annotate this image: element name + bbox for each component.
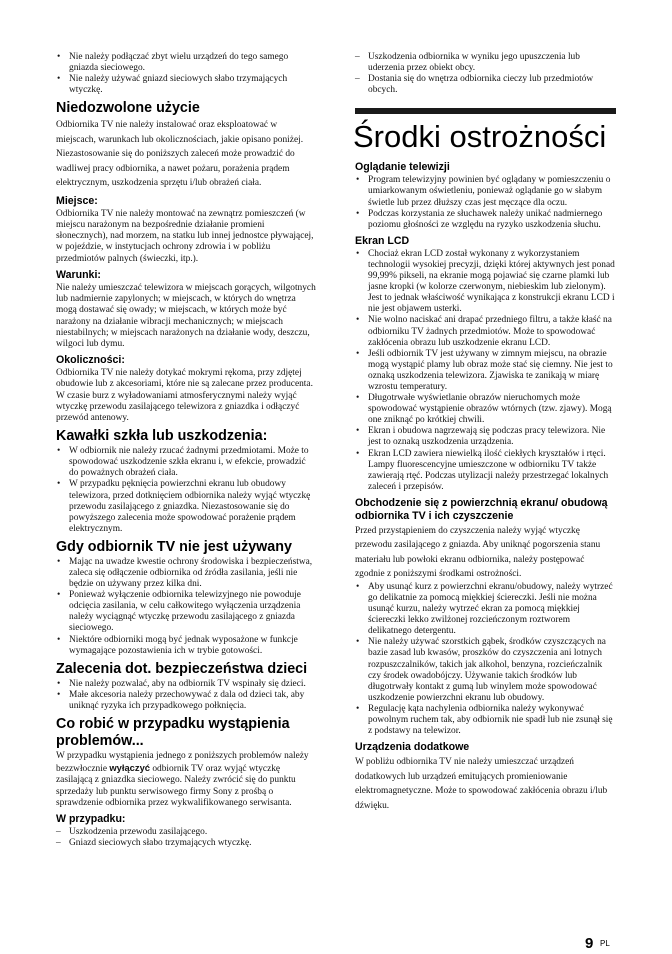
subheading-w-przypadku: W przypadku:: [56, 813, 126, 826]
subheading-ogladanie: Oglądanie telewizji: [355, 161, 450, 174]
title-rule: [355, 108, 616, 114]
bullet-list-obchodzenie: [355, 582, 616, 737]
bullet-list-ogladanie: [355, 175, 616, 230]
bullet-list-ekran-lcd: [355, 249, 616, 493]
emphasis-wylaczyc: wyłączyć: [109, 762, 151, 774]
list-item: – Uszkodzenia przewodu zasilającego.: [56, 827, 316, 838]
subheading-miejsce: Miejsce:: [56, 194, 98, 207]
list-item: • Ekran LCD zawiera niewielką ilość ciekłych kryształów i rtęci. Lampy fluorescencyjne umieszczone w odbiorniku TV także zawierają rtęć. Podczas utylizacji należy przestrzegać lokalnych zaleceń i przepisów.: [355, 449, 616, 493]
subheading-ekran-lcd: Ekran LCD: [355, 234, 410, 247]
list-item: • Nie należy podłączać zbyt wielu urządzeń do tego samego gniazda sieciowego.: [56, 52, 316, 74]
dash-list-continued: [355, 52, 616, 96]
page-title: Środki ostrożności: [353, 119, 607, 155]
section-heading-co-robic: Co robić w przypadku wystąpienia problemów...: [56, 716, 290, 749]
paragraph-co-robic: [56, 751, 316, 809]
subheading-warunki: Warunki:: [56, 268, 101, 281]
subheading-urzadzenia: Urządzenia dodatkowe: [355, 741, 470, 754]
section-heading-gdy-nie-uzywany: Gdy odbiornik TV nie jest używany: [56, 538, 292, 555]
paragraph-co-robic-part1: W przypadku wystąpienia jednego z poniższych problemów należy bezzwłocznie: [56, 751, 309, 775]
list-item: – Uszkodzenia odbiornika w wyniku jego upuszczenia lub uderzenia przez obiekt obcy.: [355, 52, 616, 74]
paragraph-warunki: Nie należy umieszczać telewizora w miejscach gorących, wilgotnych lub nadmiernie zapylonych; w miejscach, w których do wnętrza mogą dostawać się owady; w miejscach, w których może być narażony na działanie wibracji mechanicznych; w miejscach niestabilnych; w miejscach narażonych na działanie wody, deszczu, wilgoci lub dymu.: [56, 282, 316, 349]
section-heading-niedozwolone: Niedozwolone użycie: [56, 100, 200, 117]
list-item: • Mając na uwadze kwestie ochrony środowiska i bezpieczeństwa, zaleca się odłączenie odbiornika od źródła zasilania, jeśli nie będzie on używany przez kilka dni.: [56, 557, 316, 590]
dash-list-w-przypadku: [56, 827, 316, 849]
section-heading-zalecenia-dzieci: Zalecenia dot. bezpieczeństwa dzieci: [56, 660, 308, 677]
list-item: • Jeśli odbiornik TV jest używany w zimnym miejscu, na obrazie mogą wystąpić plamy lub obraz może stać się ciemny. Nie jest to oznaką uszkodzenia telewizora. Zjawiska te zanikają w miarę wzrostu temperatury.: [355, 349, 616, 393]
paragraph-okolicznosci: Odbiornika TV nie należy dotykać mokrymi rękoma, przy zdjętej obudowie lub z akcesoriami, które nie są zalecane przez producenta. W czasie burz z wyładowaniami atmosferycznymi należy wyjąć wtyczkę przewodu zasilającego telewizora z gniazdka i odłączyć przewód antenowy.: [56, 368, 313, 423]
page-number: 9: [585, 935, 594, 952]
list-item: • Regulację kąta nachylenia odbiornika należy wykonywać powolnym ruchem tak, aby odbiornik nie spadł lub nie zsunął się z podstawy na telewizor.: [355, 704, 616, 737]
list-item: • Niektóre odbiorniki mogą być jednak wyposażone w funkcje wymagające pozostawienia ich w trybie gotowości.: [56, 635, 316, 657]
left-column: [56, 52, 316, 849]
list-item: • Nie należy używać szorstkich gąbek, środków czyszczących na bazie zasad lub kwasów, proszków do czyszczenia ani lotnych rozpuszczalników, takich jak alkohol, benzyna, rozcieńczalnik czy środek owadobójczy. Używanie takich środków lub długotrwały kontakt z gumą lub winylem może spowodować uszkodzenie powierzchni ekranu lub obudowy.: [355, 637, 616, 704]
list-item: • W odbiornik nie należy rzucać żadnymi przedmiotami. Może to spowodować uszkodzenie szkła ekranu i, w efekcie, prowadzić do poważnych obrażeń ciała.: [56, 446, 316, 479]
paragraph-co-robic-part2: odbiornik TV oraz wyjąć wtyczkę zasilającą z gniazdka sieciowego. Należy zwrócić się do punktu sprzedaży lub punktu serwisowego firmy Sony z prośbą o sprawdzenie odbiornika przez wykwalifikowanego serwisanta.: [56, 764, 296, 808]
list-item: – Dostania się do wnętrza odbiornika cieczy lub przedmiotów obcych.: [355, 74, 616, 96]
list-item: • Nie wolno naciskać ani drapać przedniego filtru, a także kłaść na odbiorniku TV żadnych przedmiotów. Może to spowodować zakłócenia obrazu lub uszkodzenie ekranu LCD.: [355, 315, 616, 348]
list-item: • Długotrwałe wyświetlanie obrazów nieruchomych może spowodować wystąpienie obrazów wtórnych (tzw. zjawy). Mogą one zniknąć po krótkiej chwili.: [355, 393, 616, 426]
list-item: • Aby usunąć kurz z powierzchni ekranu/obudowy, należy wytrzeć go delikatnie za pomocą miękkiej ściereczki. Jeśli nie można usunąć kurzu, należy wytrzeć ekran za pomocą miękkiej ściereczki lekko zwilżonej rozcieńczonym roztworem delikatnego detergentu.: [355, 582, 616, 637]
list-item: – Gniazd sieciowych słabo trzymających wtyczkę.: [56, 838, 316, 849]
subheading-okolicznosci: Okoliczności:: [56, 354, 125, 367]
list-item: • Podczas korzystania ze słuchawek należy unikać nadmiernego poziomu głośności ze względu na ryzyko uszkodzenia słuchu.: [355, 209, 616, 231]
list-item: • W przypadku pęknięcia powierzchni ekranu lub obudowy telewizora, przed dotknięciem odbiornika należy wyjąć wtyczkę przewodu zasilającego z gniazdka. Niezastosowanie się do powyższego zalecenia może spowodować porażenie prądem elektrycznym.: [56, 479, 316, 534]
paragraph-miejsce: Odbiornika TV nie należy montować na zewnątrz pomieszczeń (w miejscu narażonym na bezpośrednie działanie promieni słonecznych), nad morzem, na statku lub innej jednostce pływającej, w pojeździe, w instytucjach ochrony zdrowia i w pobliżu przedmiotów palnych (świeczki, itp.).: [56, 208, 314, 264]
list-item: • Chociaż ekran LCD został wykonany z wykorzystaniem technologii wysokiej precyzji, dzięki której aktywnych jest ponad 99,99% pikseli, na ekranie mogą pojawiać się czarne plamki lub jasne kropki (w kolorze czerwonym, niebieskim lub zielonym). Jest to jednak właściwość wynikająca z konstrukcji ekranu LCD i nie jest objawem usterki.: [355, 249, 616, 316]
paragraph-urzadzenia: W pobliżu odbiornika TV nie należy umieszczać urządzeń dodatkowych lub urządzeń emitujących promieniowanie elektromagnetyczne. Może to spowodować zakłócenia obrazu i/lub dźwięku.: [355, 757, 608, 811]
bullet-list-gdy-nie-uzywany: [56, 557, 316, 657]
list-item: • Ponieważ wyłączenie odbiornika telewizyjnego nie powoduje odcięcia zasilania, w celu całkowitego wyłączenia urządzenia należy wyciągnąć wtyczkę przewodu zasilającego z gniazda sieciowego.: [56, 590, 316, 634]
paragraph-niedozwolone: Odbiornika TV nie należy instalować oraz eksploatować w miejscach, warunkach lub okolicznościach, jakie opisano poniżej. Niezastosowanie się do poniższych zaleceń może prowadzić do wadliwej pracy odbiornika, a nawet pożaru, porażenia prądem elektrycznym, uszkodzenia sprzętu i/lub obrażeń ciała.: [56, 120, 304, 189]
right-column: [355, 52, 616, 813]
bullet-list-kawalki: [56, 446, 316, 535]
list-item: • Nie należy pozwalać, aby na odbiornik TV wspinały się dzieci.: [56, 679, 316, 690]
list-item: • Małe akcesoria należy przechowywać z dala od dzieci tak, aby uniknąć ryzyka ich przypadkowego połknięcia.: [56, 690, 316, 712]
section-heading-kawalki: Kawałki szkła lub uszkodzenia:: [56, 428, 268, 445]
list-item: • Nie należy używać gniazd sieciowych słabo trzymających wtyczkę.: [56, 74, 316, 96]
paragraph-obchodzenie: Przed przystąpieniem do czyszczenia należy wyjąć wtyczkę przewodu zasilającego z gniazda. Aby uniknąć pogorszenia stanu materiału lub powłoki ekranu odbiornika, należy postępować zgodnie z poniższymi środkami ostrożności.: [355, 525, 601, 580]
list-item: • Ekran i obudowa nagrzewają się podczas pracy telewizora. Nie jest to oznaką uszkodzenia urządzenia.: [355, 426, 616, 448]
intro-bullet-list: [56, 52, 316, 96]
page-language-code: PL: [600, 939, 610, 948]
bullet-list-zalecenia-dzieci: [56, 679, 316, 712]
subheading-obchodzenie: Obchodzenie się z powierzchnią ekranu/ obudową odbiornika TV i ich czyszczenie: [355, 496, 608, 522]
list-item: • Program telewizyjny powinien być oglądany w pomieszczeniu o umiarkowanym oświetleniu, ponieważ oglądanie go w słabym świetle lub przez dłuższy czas jest męczące dla oczu.: [355, 175, 616, 208]
